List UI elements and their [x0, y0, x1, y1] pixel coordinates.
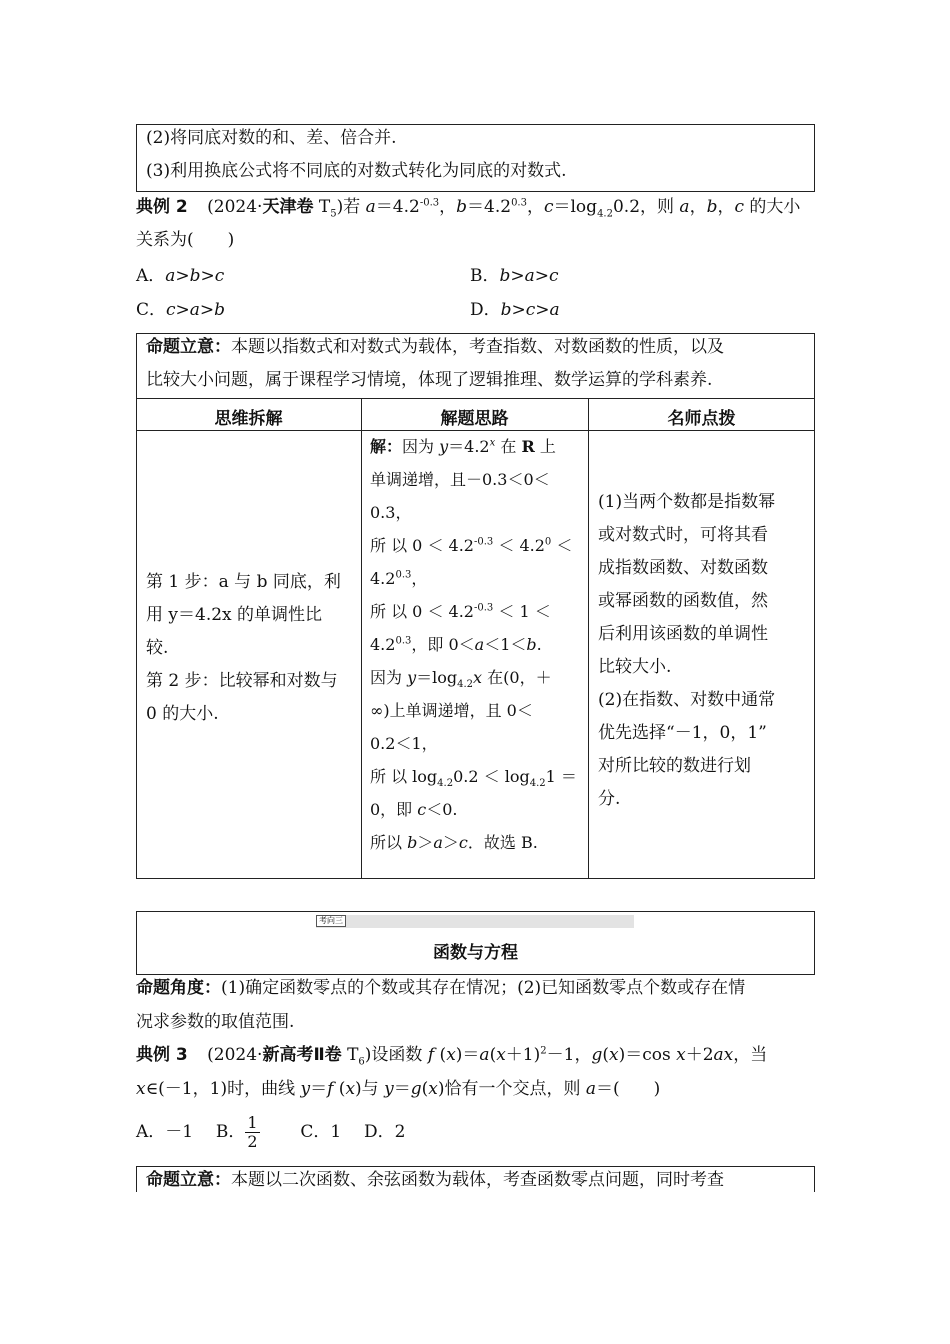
solution-line: 所 以 $\log_{4.2}0.2 < \log_{4.2}1$ ＝: [370, 767, 577, 790]
option-d[interactable]: D．b>c>a: [470, 300, 560, 320]
divider: [588, 398, 589, 879]
step-line: 用 y＝4.2x 的单调性比: [146, 605, 323, 625]
option-a[interactable]: A．a>b>c: [136, 266, 225, 286]
angle-line1: 命题角度：(1)确定函数零点的个数或其存在情况；(2)已知函数零点个数或存在情: [136, 978, 746, 998]
fraction: $\frac{1}{2}$: [247, 1113, 258, 1151]
solution-line: 所 以 $0 < 4.2^{-0.3} < 4.2^0$ ＜: [370, 536, 573, 555]
solution-line: $4.2^{0.3}$，即 0＜a＜1＜b.: [370, 635, 542, 654]
tip-line: (1)当两个数都是指数幂: [598, 492, 776, 512]
option-c[interactable]: C．1: [300, 1122, 342, 1142]
intent-line1: 命题立意：本题以指数式和对数式为载体，考查指数、对数函数的性质，以及: [146, 337, 724, 357]
solution-steps: [370, 430, 584, 859]
intent-line2: 比较大小问题，属于课程学习情境，体现了逻辑推理、数学运算的学科素养.: [146, 370, 713, 390]
angle-line2: 况求参数的取值范围.: [136, 1012, 295, 1032]
solution-line: $4.2^{0.3}$，: [370, 569, 428, 588]
tip-line: 成指数函数、对数函数: [598, 558, 768, 578]
example3-question: 典例 3 (2024·新高考Ⅱ卷 $T_6$)设函数 f $(x)=a(x+1)^2-1$，g(x)＝cos x＋2ax，当: [136, 1045, 768, 1068]
option-b[interactable]: B． $\frac{1}{2}$: [215, 1113, 258, 1151]
intent3-line1: 命题立意：本题以二次函数、余弦函数为载体，考查函数零点问题，同时考查: [146, 1170, 724, 1190]
solution-line: 所 以 $0 < 4.2^{-0.3} < 1$ ＜: [370, 602, 551, 621]
solution-line: ∞)上单调递增，且 0＜: [370, 701, 533, 720]
option-b[interactable]: B．b>a>c: [470, 266, 559, 286]
tip-line: (2)在指数、对数中通常: [598, 690, 776, 710]
example2-question-line2: 关系为( ): [136, 230, 235, 250]
solution-line: 所以 b＞a＞c．故选 B.: [370, 833, 538, 852]
option-d[interactable]: D．2: [364, 1122, 406, 1142]
tip-line: 或幂函数的函数值，然: [598, 591, 768, 611]
header-solution: 解题思路: [440, 409, 509, 429]
step-line: 0 的大小.: [146, 704, 219, 724]
thinking-steps: [146, 566, 356, 731]
tip-line: 优先选择“－1，0，1”: [598, 723, 767, 743]
solution-line: 解：因为 $y=4.2^x$ 在 R 上: [370, 437, 556, 456]
solution-line: 0.3，: [370, 503, 412, 522]
solution-line: 单调递增，且－0.3＜0＜: [370, 470, 550, 489]
example3-options: [136, 1112, 406, 1152]
step-line: 较.: [146, 638, 169, 658]
method-item-2: (2)将同底对数的和、差、倍合并.: [146, 128, 397, 148]
option-c[interactable]: C．c>a>b: [136, 300, 226, 320]
tip-line: 分.: [598, 789, 621, 809]
section-tag-label: 考向三: [316, 915, 346, 927]
solution-line: 0，即 c＜0.: [370, 800, 458, 819]
divider: [361, 398, 362, 879]
divider: [136, 398, 815, 399]
section-tag: [316, 915, 634, 928]
method-item-3: (3)利用换底公式将不同底的对数式转化为同底的对数式.: [146, 161, 567, 181]
header-thinking: 思维拆解: [214, 409, 283, 429]
tip-line: 或对数式时，可将其看: [598, 525, 768, 545]
tip-line: 后利用该函数的单调性: [598, 624, 768, 644]
section-title: 函数与方程: [433, 943, 518, 963]
tip-line: 比较大小.: [598, 657, 672, 677]
option-a[interactable]: A．－1: [136, 1122, 194, 1142]
solution-line: 0.2＜1，: [370, 734, 438, 753]
step-line: 第 1 步：a 与 b 同底，利: [146, 572, 341, 592]
teacher-tips: [598, 486, 808, 816]
solution-line: 因为 $y=\log_{4.2}x$ 在(0，＋: [370, 668, 552, 691]
tip-line: 对所比较的数进行划: [598, 756, 751, 776]
header-tips: 名师点拨: [667, 409, 736, 429]
example3-question-line2: x∈(－1，1)时，曲线 y＝f (x)与 y＝g(x)恰有一个交点，则 a＝( ): [136, 1079, 661, 1099]
example2-question: 典例 2 (2024·天津卷 $T_5$)若 $a=4.2^{-0.3}$，$b=4.2^{0.3}$，$c=\log_{4.2}0.2$，则 a，b，c 的大小: [136, 197, 801, 220]
step-line: 第 2 步：比较幂和对数与: [146, 671, 338, 691]
